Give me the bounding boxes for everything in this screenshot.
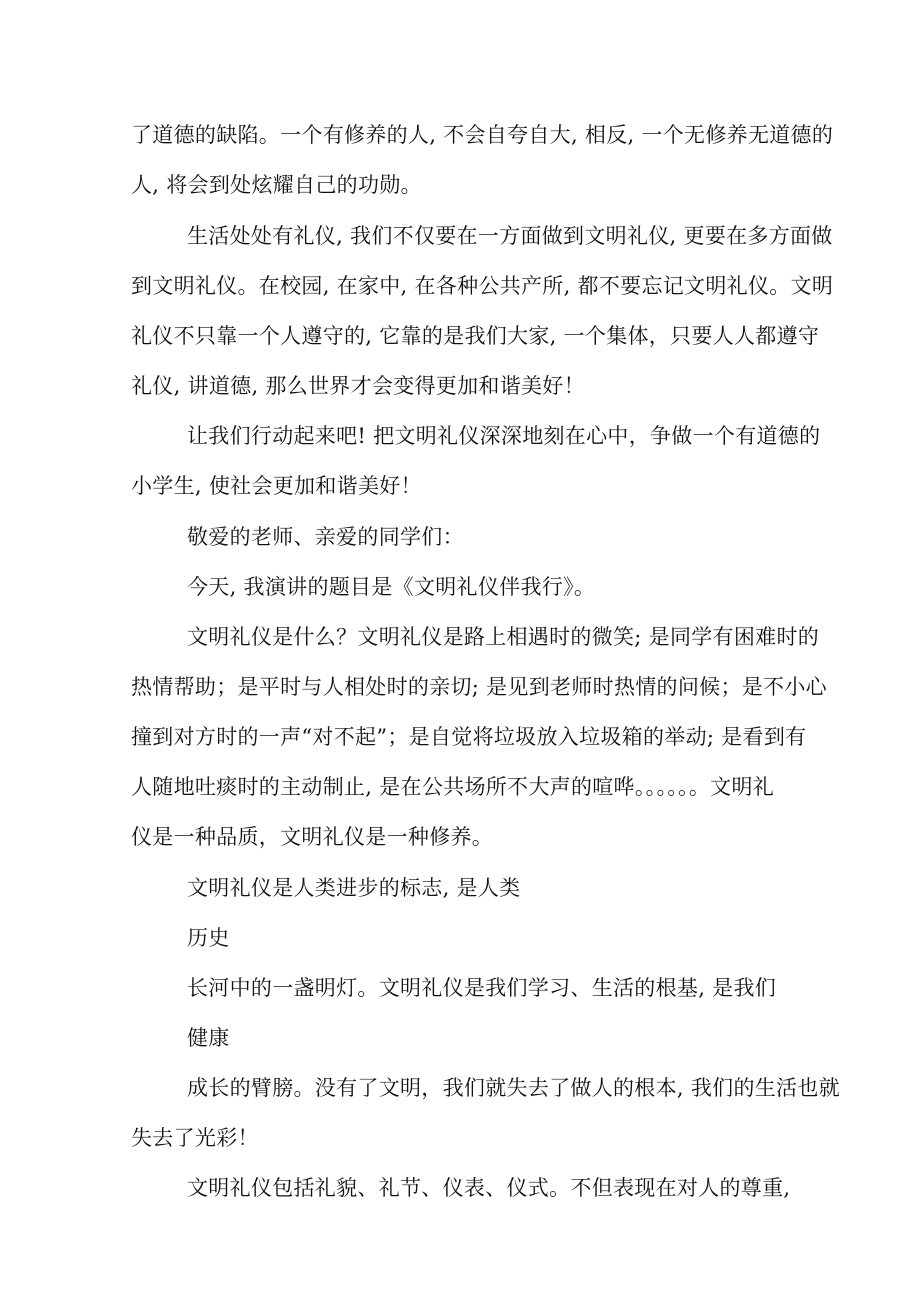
text-line-5: 礼仪不只靠一个人遵守的, 它靠的是我们大家, 一个集体，只要人人都遵守 bbox=[131, 324, 820, 348]
text-line-15: 仪是一种品质，文明礼仪是一种修养。 bbox=[131, 825, 494, 849]
text-line-8: 小学生, 使社会更加和谐美好！ bbox=[131, 474, 422, 498]
text-line-1: 了道德的缺陷。一个有修养的人, 不会自夸自大, 相反, 一个无修养无道德的 bbox=[131, 123, 834, 147]
text-line-20: 成长的臂膀。没有了文明，我们就失去了做人的根本, 我们的生活也就 bbox=[187, 1076, 840, 1100]
text-line-19: 健康 bbox=[187, 1026, 230, 1050]
text-line-3: 生活处处有礼仪, 我们不仅要在一方面做到文明礼仪, 更要在多方面做 bbox=[187, 224, 833, 248]
text-line-17: 历史 bbox=[187, 926, 230, 950]
text-line-7: 让我们行动起来吧! 把文明礼仪深深地刻在心中，争做一个有道德的 bbox=[187, 424, 821, 448]
text-line-16: 文明礼仪是人类进步的标志, 是人类 bbox=[187, 876, 521, 900]
text-line-6: 礼仪, 讲道德, 那么世界才会变得更加和谐美好！ bbox=[131, 374, 585, 398]
text-line-10: 今天, 我演讲的题目是《文明礼仪伴我行》。 bbox=[187, 575, 596, 599]
text-line-18: 长河中的一盏明灯。文明礼仪是我们学习、生活的根基, 是我们 bbox=[187, 976, 777, 1000]
text-line-11: 文明礼仪是什么？文明礼仪是路上相遇时的微笑; 是同学有困难时的 bbox=[187, 625, 820, 649]
text-line-13: 撞到对方时的一声“对不起”；是自觉将垃圾放入垃圾箱的举动; 是看到有 bbox=[131, 725, 807, 749]
text-line-4: 到文明礼仪。在校园, 在家中, 在各种公共产所, 都不要忘记文明礼仪。文明 bbox=[131, 274, 834, 298]
text-line-21: 失去了光彩！ bbox=[131, 1126, 259, 1150]
text-line-12: 热情帮助；是平时与人相处时的亲切; 是见到老师时热情的问候；是不小心 bbox=[131, 675, 827, 699]
text-line-2: 人, 将会到处炫耀自己的功勋。 bbox=[131, 173, 422, 197]
text-line-14: 人随地吐痰时的主动制止, 是在公共场所不大声的喧哗。。。。。。文明礼 bbox=[131, 775, 775, 799]
text-line-9: 敬爱的老师、亲爱的同学们： bbox=[187, 525, 464, 549]
text-line-22: 文明礼仪包括礼貌、礼节、仪表、仪式。不但表现在对人的尊重, bbox=[187, 1176, 791, 1200]
